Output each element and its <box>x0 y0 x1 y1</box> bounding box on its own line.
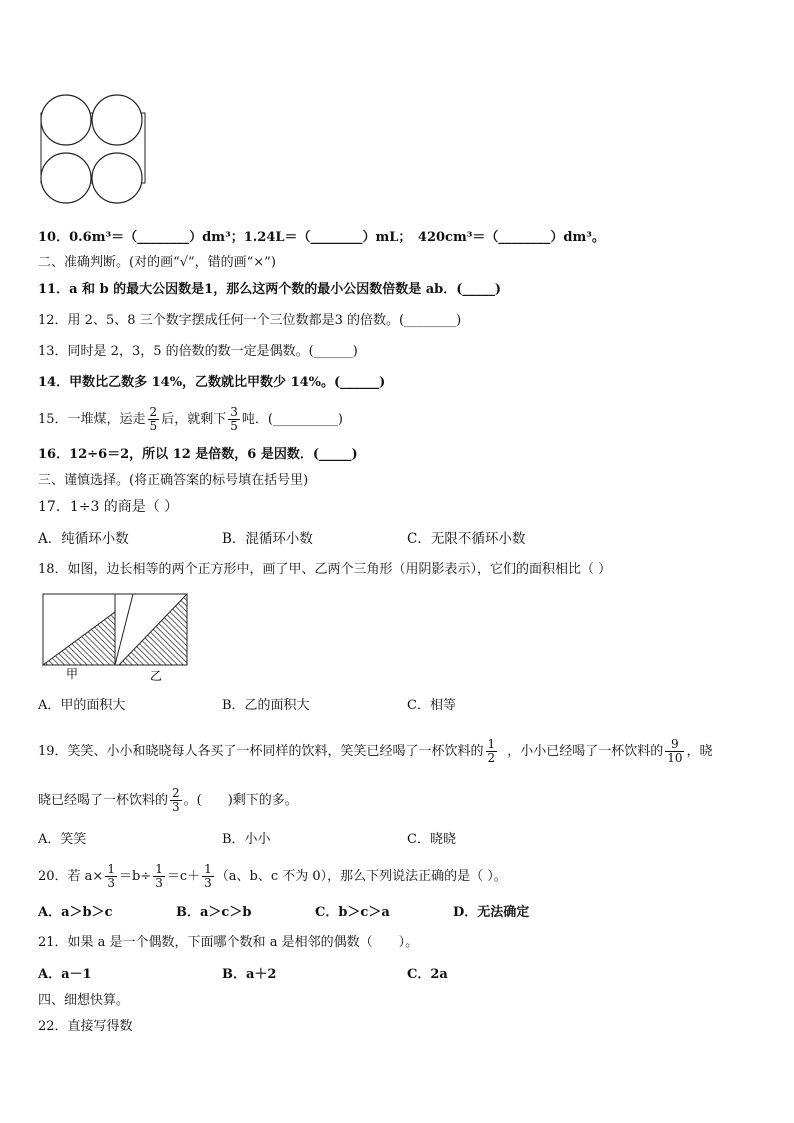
question-13: 13．同时是 2，3，5 的倍数的数一定是偶数。(______) <box>38 344 358 359</box>
question-16: 16．12÷6＝2，所以 12 是倍数，6 是因数．(_____) <box>38 447 358 462</box>
question-19-line-2: 晓已经喝了一杯饮料的 $\frac{2}{3}$ 。( )剩下的多。 <box>38 786 298 814</box>
fraction: $\frac{1}{3}$ <box>155 862 163 890</box>
four-circles-figure <box>38 86 148 212</box>
section-2-heading: 二、准确判断。(对的画“√”，错的画“×”) <box>38 255 276 270</box>
q20-option-d: D．无法确定 <box>453 905 530 920</box>
question-14: 14．甲数比乙数多 14%，乙数就比甲数少 14%。(______) <box>38 375 386 390</box>
question-11: 11．a 和 b 的最大公因数是1，那么这两个数的最小公因数倍数是 ab．(_____) <box>38 282 502 297</box>
q20-option-a: A．a＞b＞c <box>38 905 113 920</box>
label-yi: 乙 <box>150 669 163 683</box>
q18-option-c: C．相等 <box>407 698 456 713</box>
q17-option-b: B．混循环小数 <box>222 531 313 547</box>
question-12: 12．用 2、5、8 三个数字摆成任何一个三位数都是3 的倍数。(________) <box>38 313 462 328</box>
q17-option-c: C．无限不循环小数 <box>407 531 526 547</box>
q20-option-b: B．a＞c＞b <box>176 905 252 920</box>
fraction: $\frac{1}{2}$ <box>487 737 496 765</box>
question-21: 21．如果 a 是一个偶数，下面哪个数和 a 是相邻的偶数（ ）。 <box>38 935 419 950</box>
section-4-heading: 四、细想快算。 <box>38 993 130 1008</box>
fraction: $\frac{1}{3}$ <box>204 862 212 890</box>
section-3-heading: 三、谨慎选择。(将正确答案的标号填在括号里) <box>38 473 309 488</box>
two-squares-figure <box>42 592 192 684</box>
q19-option-a: A．笑笑 <box>38 832 87 847</box>
q18-option-a: A．甲的面积大 <box>38 698 126 713</box>
fraction: $\frac{1}{3}$ <box>107 862 115 890</box>
question-10: 10．0.6m³＝（________）dm³；1.24L＝（________）mL； 420cm³＝（________）dm³。 <box>38 230 605 245</box>
q17-option-a: A．纯循环小数 <box>38 531 129 547</box>
q21-option-c: C．2a <box>407 967 448 982</box>
question-20: 20．若 a× $\frac{1}{3}$ ＝b÷ $\frac{1}{3}$ ＝c＋ $\frac{1}{3}$ （a、b、c 不为 0），那么下列说法正确的是（ ）。 <box>38 862 507 890</box>
q19-option-c: C．晓晓 <box>407 832 456 847</box>
fraction: $\frac{2}{3}$ <box>172 786 180 814</box>
q18-option-b: B．乙的面积大 <box>222 698 310 713</box>
q20-option-c: C．b＞c＞a <box>315 905 390 920</box>
question-18: 18．如图，边长相等的两个正方形中，画了甲、乙两个三角形（用阴影表示），它们的面积相比（ ） <box>38 562 612 577</box>
label-jia: 甲 <box>66 667 79 681</box>
q19-option-b: B．小小 <box>222 832 271 847</box>
fraction: $\frac{3}{5}$ <box>230 405 238 433</box>
fraction: $\frac{2}{5}$ <box>149 405 158 433</box>
q21-option-a: A．a－1 <box>38 967 92 982</box>
question-15: 15．一堆煤，运走 $\frac{2}{5}$ 后，就剩下 $\frac{3}{5}$ 吨．(__________) <box>38 405 343 433</box>
question-22: 22．直接写得数 <box>38 1019 133 1034</box>
question-17: 17．1÷3 的商是（ ） <box>38 499 179 515</box>
q21-option-b: B．a＋2 <box>222 967 277 982</box>
question-19-line-1: 19．笑笑、小小和晓晓每人各买了一杯同样的饮料，笑笑已经喝了一杯饮料的 $\frac{1}{2}$ ，小小已经喝了一杯饮料的 $\frac{9}{10}$ ，晓 <box>38 737 713 765</box>
fraction: $\frac{9}{10}$ <box>667 737 683 765</box>
